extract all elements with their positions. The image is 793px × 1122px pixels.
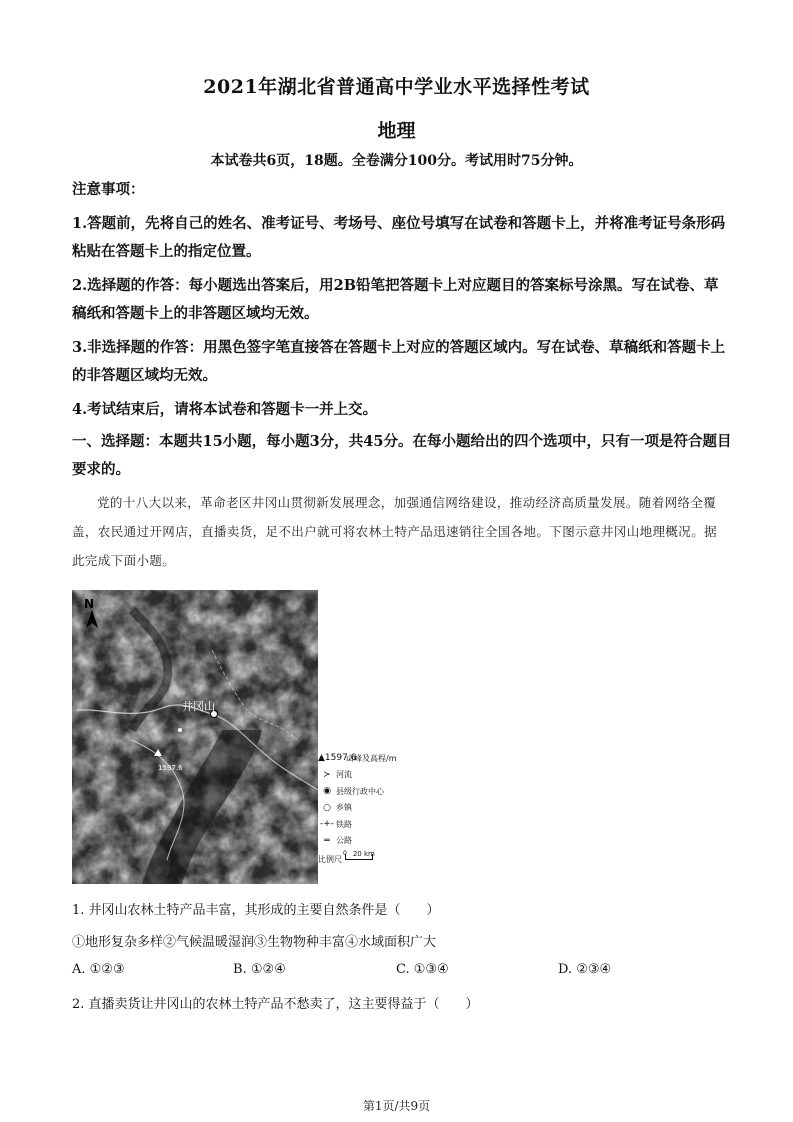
north-label: N (84, 597, 95, 611)
legend-row-town (318, 800, 412, 817)
legend-row-highway (318, 833, 412, 850)
passage-text: 党的十八大以来，革命老区井冈山贯彻新发展理念，加强通信网络建设，推动经济高质量发展。随着网络全覆盖，农民通过开网店，直播卖货，足不出户就可将农林土特产品迅速销往全国各地。下图示意井冈山地理概况。据此完成下面小题。 (72, 495, 718, 568)
legend-row-peak (318, 750, 412, 767)
jinggangshan-label: 井冈山 (182, 700, 215, 713)
question-2-stem: 2. 直播卖货让井冈山的农林土特产品不愁卖了，这主要得益于（ ） (72, 997, 479, 1012)
town-icon: ○ (323, 802, 331, 813)
notice-item-4: 4.考试结束后，请将本试卷和答题卡一并上交。 (72, 401, 378, 418)
scale-value: 20 km (352, 850, 375, 859)
question-1-stem: 1. 井冈山农林土特产品丰富，其形成的主要自然条件是（ ） (72, 903, 440, 918)
question-1-option-a: A. ①②③ (72, 962, 125, 977)
legend-label: 公路 (336, 836, 352, 846)
question-1-option-c: C. ①③④ (396, 962, 449, 977)
notice-heading: 注意事项： (72, 181, 145, 198)
legend-row-railway (318, 816, 412, 833)
terrain-image (72, 590, 318, 884)
exam-title: 2021年湖北省普通高中学业水平选择性考试 (203, 76, 590, 98)
river-icon: ≻ (323, 769, 331, 780)
exam-intro: 本试卷共6页，18题。全卷满分100分。考试用时75分钟。 (210, 153, 583, 169)
notice-item-1: 1.答题前，先将自己的姓名、准考证号、考场号、座位号填写在试卷和答题卡上，并将准考证号条形码粘贴在答题卡上的指定位置。 (72, 215, 726, 260)
peak-elevation-label: 1597.6 (158, 764, 183, 772)
legend-label: 河流 (336, 770, 352, 780)
question-1-option-d: D. ②③④ (558, 962, 612, 977)
scale-zero: 0 (343, 849, 347, 857)
town-marker-icon (178, 728, 182, 732)
railway-icon: -+- (319, 819, 335, 830)
notice-item-2: 2.选择题的作答：每小题选出答案后，用2B铅笔把答题卡上对应题目的答案标号涂黑。写在试卷、草稿纸和答题卡上的非答题区域均无效。 (72, 277, 719, 322)
subject-title: 地理 (377, 120, 416, 142)
question-1-option-b: B. ①②④ (233, 962, 286, 977)
peak-triangle-icon: ▲1597.6 (318, 753, 357, 764)
highway-icon: ═ (324, 835, 330, 846)
legend-label: 县级行政中心 (336, 786, 384, 796)
map-legend (318, 750, 412, 868)
legend-label: 山峰及高程/m (346, 753, 397, 763)
question-1-conditions: ①地形复杂多样②气候温暖湿润③生物物种丰富④水域面积广大 (72, 935, 437, 950)
legend-row-county (318, 783, 412, 800)
legend-label: 乡镇 (336, 803, 352, 813)
county-center-icon: ◉ (323, 786, 331, 797)
notice-item-3: 3.非选择题的作答：用黑色签字笔直接答在答题卡上对应的答题区域内。写在试卷、草稿纸和答题卡上的非答题区域均无效。 (72, 339, 726, 384)
legend-row-river (318, 767, 412, 784)
jinggangshan-map (72, 590, 318, 884)
legend-row-scale (318, 851, 412, 868)
section-heading: 一、选择题：本题共15小题，每小题3分，共45分。在每小题给出的四个选项中，只有一项是符合题目要求的。 (72, 433, 732, 478)
page-footer: 第1页/共9页 (362, 1099, 431, 1113)
scale-label: 比例尺 (318, 854, 342, 864)
legend-label: 铁路 (336, 819, 352, 829)
